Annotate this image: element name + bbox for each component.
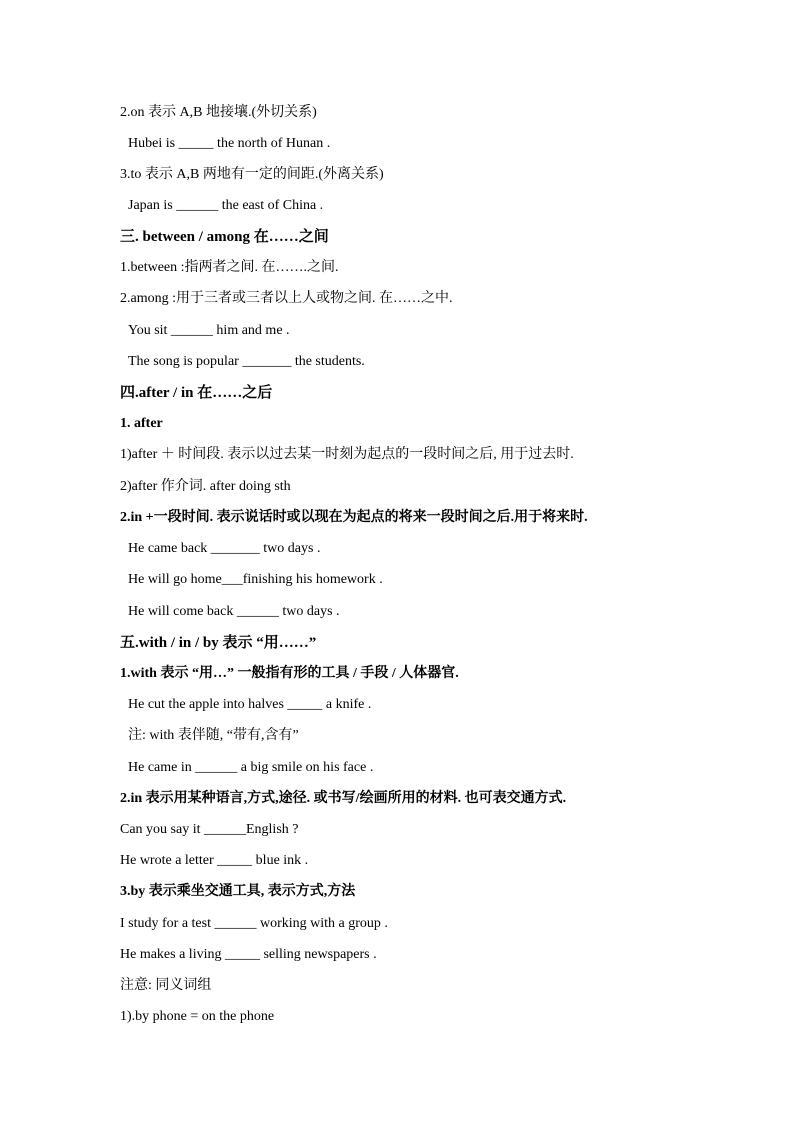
example-sentence: You sit ______ him and me . (128, 323, 290, 338)
note-synonyms: 注意: 同义词组 (120, 978, 212, 993)
rule-in-time: 2.in +一段时间. 表示说话时或以现在为起点的将来一段时间之后.用于将来时. (120, 510, 588, 525)
example-sentence: He wrote a letter _____ blue ink . (120, 853, 309, 868)
synonym-phrase: 1).by phone = on the phone (120, 1009, 275, 1024)
rule-with: 1.with 表示 “用…” 一般指有形的工具 / 手段 / 人体器官. (120, 666, 459, 681)
example-sentence: The song is popular _______ the students. (128, 354, 365, 369)
example-sentence: Japan is ______ the east of China . (128, 198, 324, 213)
rule-after-doing: 2)after 作介词. after doing sth (120, 479, 291, 494)
example-sentence: Can you say it ______English ? (120, 822, 299, 837)
subheading-after: 1. after (120, 416, 163, 431)
rule-by: 3.by 表示乘坐交通工具, 表示方式,方法 (120, 884, 356, 899)
rule-to-heading: 3.to 表示 A,B 两地有一定的间距.(外离关系) (120, 167, 384, 182)
note-with: 注: with 表伴随, “带有,含有” (128, 728, 299, 743)
example-sentence: He came back _______ two days . (128, 541, 321, 556)
example-sentence: He cut the apple into halves _____ a knife . (128, 697, 372, 712)
rule-after-time: 1)after ＋ 时间段. 表示以过去某一时刻为起点的一段时间之后, 用于过去时. (120, 447, 574, 462)
section-heading-after-in: 四.after / in 在……之后 (120, 385, 273, 401)
example-sentence: I study for a test ______ working with a group . (120, 916, 388, 931)
example-sentence: Hubei is _____ the north of Hunan . (128, 136, 331, 151)
example-sentence: He makes a living _____ selling newspapers . (120, 947, 377, 962)
example-sentence: He will come back ______ two days . (128, 604, 340, 619)
section-heading-with-in-by: 五.with / in / by 表示 “用……” (120, 635, 317, 651)
example-sentence: He will go home___finishing his homework . (128, 572, 383, 587)
rule-in-language: 2.in 表示用某种语言,方式,途径. 或书写/绘画所用的材料. 也可表交通方式. (120, 791, 567, 806)
rule-on-heading: 2.on 表示 A,B 地接壤.(外切关系) (120, 105, 317, 120)
example-sentence: He came in ______ a big smile on his face . (128, 760, 374, 775)
section-heading-between-among: 三. between / among 在……之间 (120, 229, 329, 245)
rule-among: 2.among :用于三者或三者以上人或物之间. 在……之中. (120, 291, 453, 306)
rule-between: 1.between :指两者之间. 在…….之间. (120, 260, 339, 275)
